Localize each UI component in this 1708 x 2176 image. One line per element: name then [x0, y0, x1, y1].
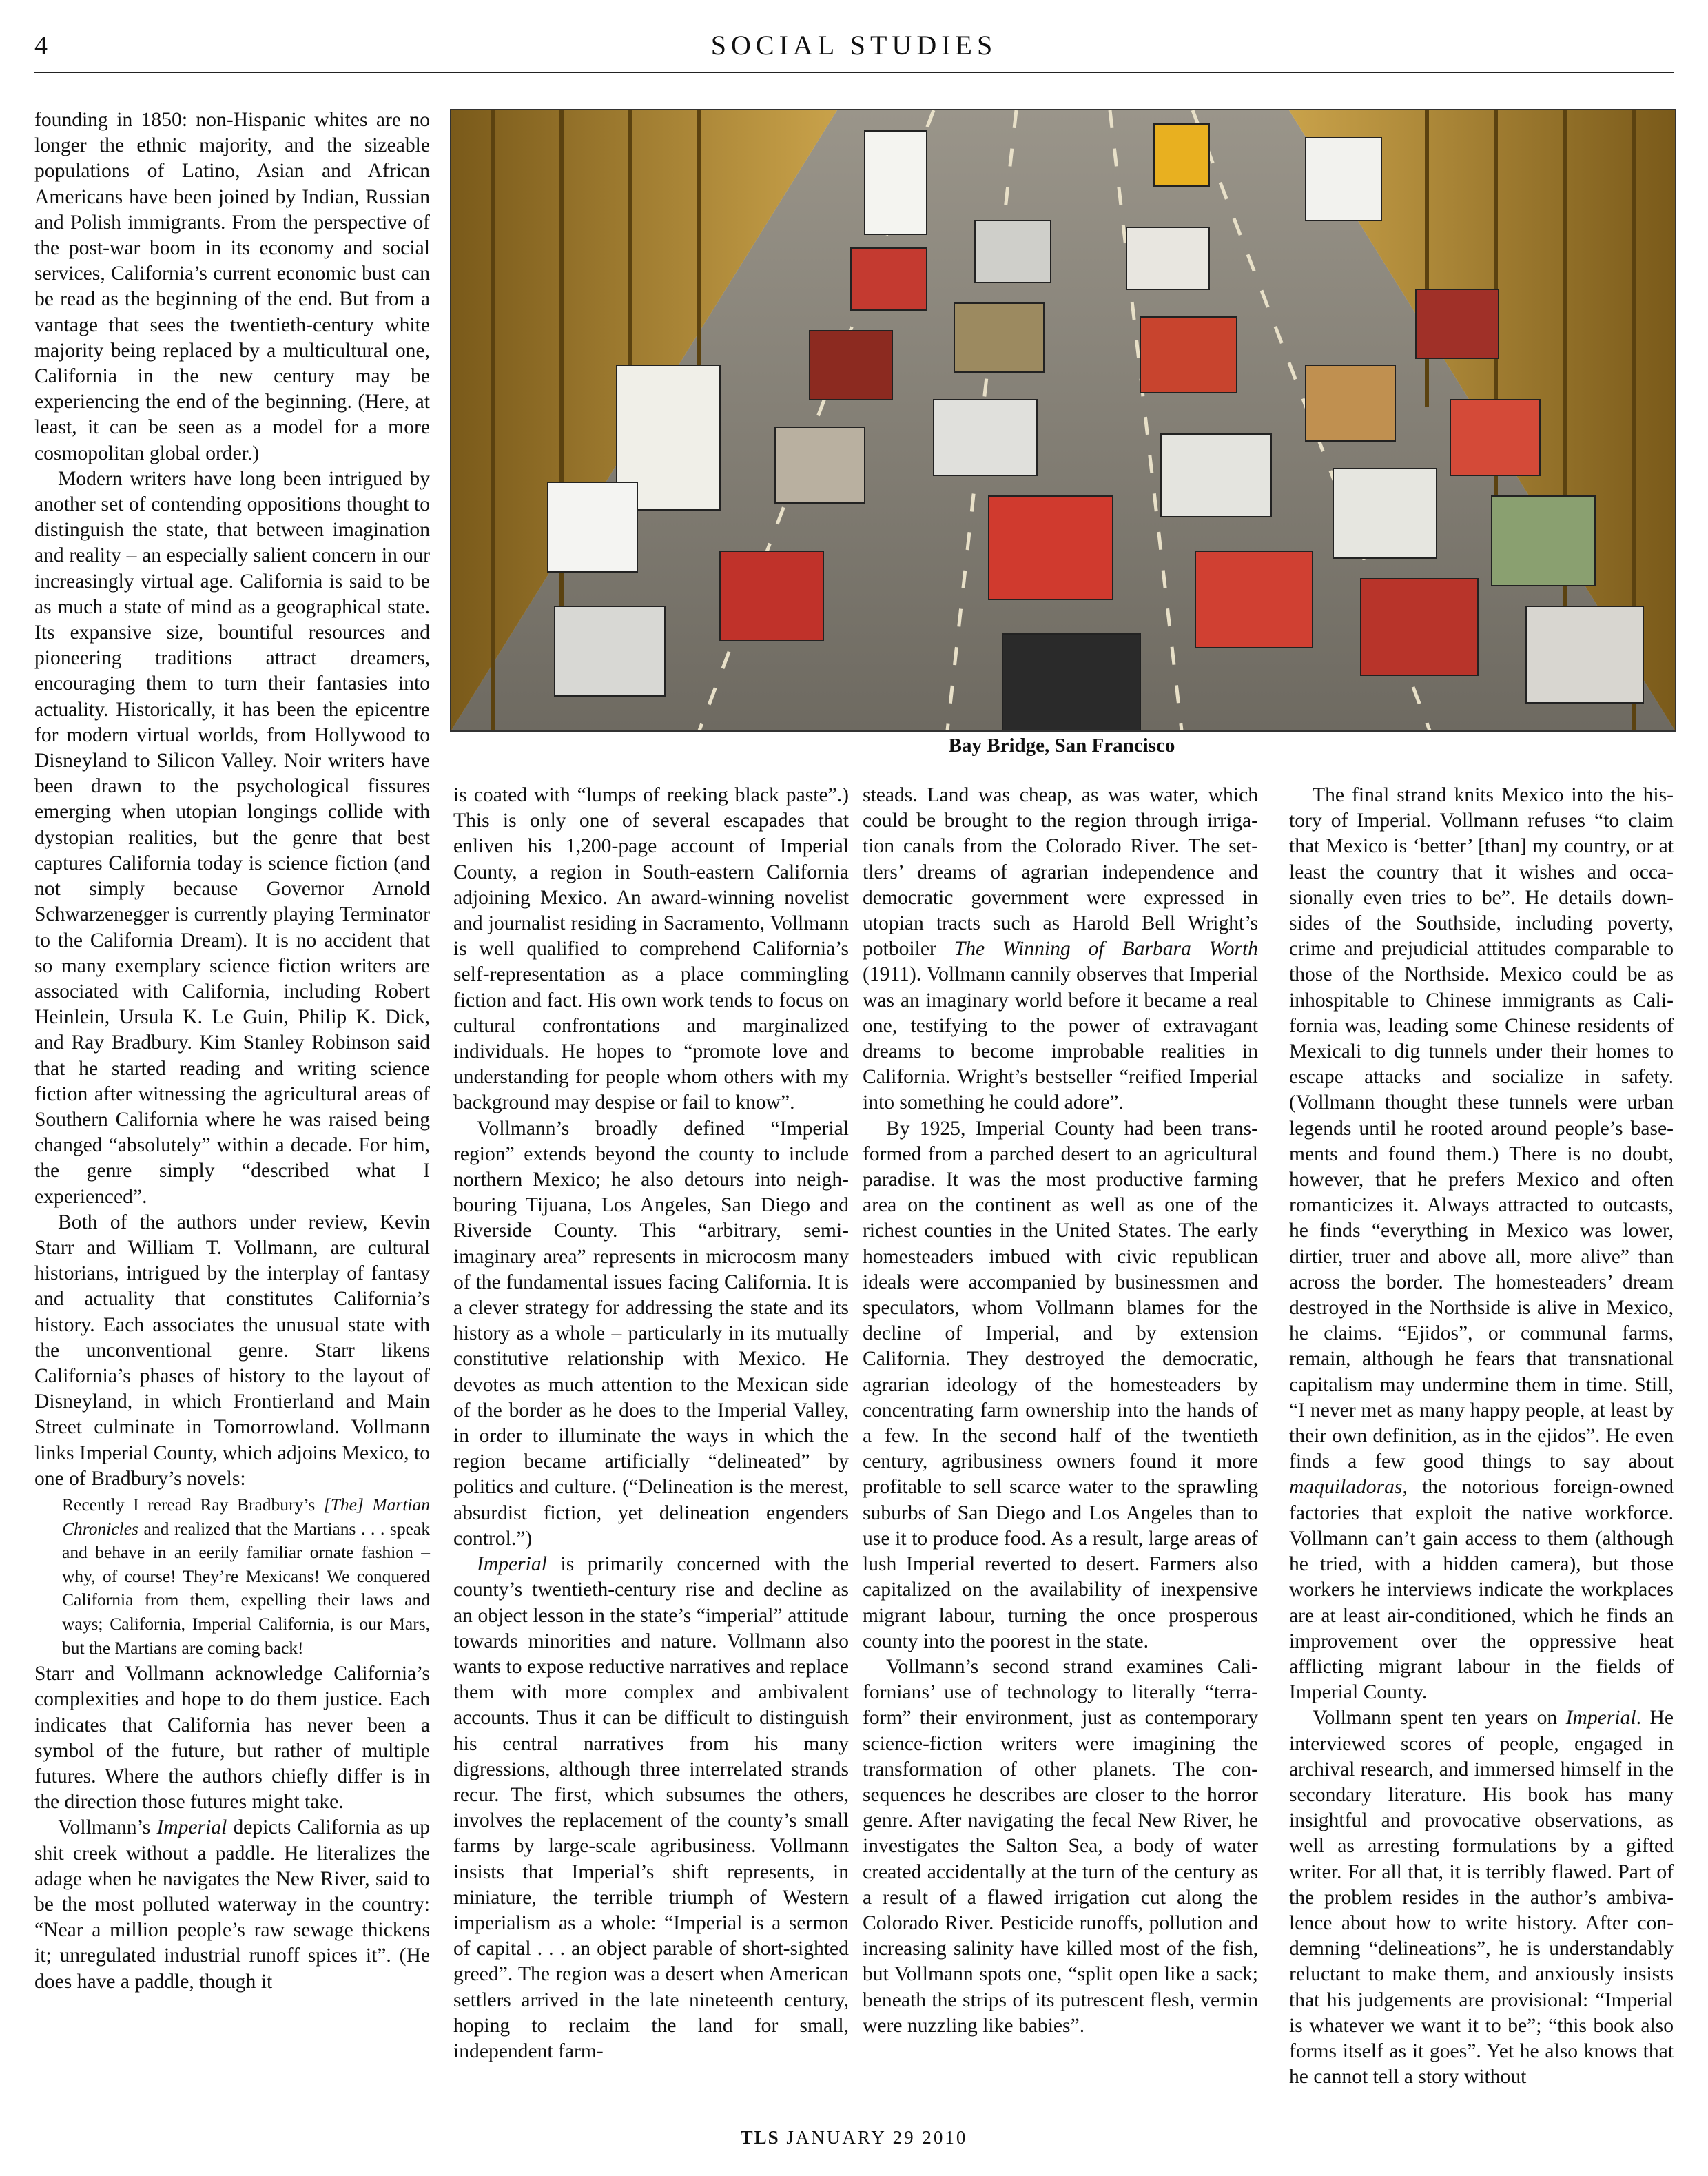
text-run: (1911). Vollmann cannily observes that Imperial was an imaginary world before it became a real one, testifying to the power of extravagant dreams to become improbable realities in California. Wright’s bestseller “reified Imperial into something he could adore”. [863, 963, 1258, 1114]
paragraph: Vollmann’s broadly defined “Imperial region” extends beyond the county to include northern Mexico; he also detours into neighbouring Tijuana, Los Angeles, San Diego and Riverside County. This “arbitrary, semi-imaginary area” represents in microcosm many of the fundamental issues facing California. It is a clever strategy for addressing the state and its history as a whole – particularly in its mutually constitutive relationship with Mexico. He devotes as much attention to the Mexican side of the border as he does to the Imperial Valley, in order to illuminate the ways in which the region became artificially “delineated” by politics and culture. (“Delineation is the merest, absurdist fiction, yet delineation engenders control.”) [453, 1117, 849, 1550]
paragraph [1289, 783, 1674, 1705]
traffic-illustration [451, 110, 1675, 730]
book-title: [The] Martian Chronicles [62, 1494, 430, 1539]
quote-text: and realized that the Martians . . . speak and behave in an eerily familiar ornate fashion – why, of course! They’re Mexicans! We conquered California from them, expelling their laws and ways; California, Imperial California, is our Mars, but the Martians are coming back! [62, 1518, 430, 1658]
text-run: steads. Land was cheap, as was water, which could be brought to the region through irrigation canals from the Colorado River. The settlers’ dreams of agrarian independence and democratic government were expressed in utopian tracts such as Harold Bell Wright’s potboiler [863, 784, 1258, 961]
text-run: Vollmann’s [58, 1816, 157, 1839]
book-title: Imperial [156, 1816, 227, 1839]
paragraph: By 1925, Imperial County had been transformed from a parched desert to an agricultural paradise. It was the most productive farming area on the continent as well as one of the richest counties in the United States. The early homesteaders imbued with civic republican ideals were accompanied by businessmen and speculators, whom Vollmann blames for the decline of Imperial, and by extension California. They destroyed the democratic, agrarian ideology of the homesteaders by concentrating farm ownership into the hands of a few. In the second half of the twentieth century, agribusiness owners found it more profitable to sell scarce water to the sprawling suburbs of San Diego and Los Angeles than to use it to produce food. As a result, large areas of lush Imperial reverted to desert. Farmers also capitalized on the availability of inexpensive migrant labour, turning the once prosperous county into the poorest in the state. [863, 1117, 1258, 1652]
column-1 [34, 107, 430, 1995]
page-number: 4 [34, 31, 48, 60]
issue-date: JANUARY 29 2010 [786, 2127, 968, 2148]
header-rule [34, 72, 1674, 73]
column-4 [1289, 783, 1674, 2090]
text-run: , the notorious foreign-owned factories that exploit the native workforce. Vollmann can’t gain access to them (although he tried, with a hidden camera), but those workers he interviews indicate the workplaces are at least air-conditioned, which he finds an improvement over the oppressive heat afflicting migrant labour in the fields of Imperial County. [1289, 1476, 1674, 1704]
paragraph [34, 1815, 430, 1994]
book-title: Imperial [477, 1553, 547, 1576]
block-quote [62, 1493, 430, 1660]
paragraph: Both of the authors under review, Kevin Starr and William T. Vollmann, are cultural historians, intrigued by the interplay of fantasy and actuality that constitutes California’s history. Each associates the unusual state with the unconventional genre. Starr likens California’s phases of history to the layout of Disneyland, in which Frontierland and Main Street culminate in Tomorrowland. Vollmann links Imperial County, which adjoins Mexico, to one of Bradbury’s novels: [34, 1211, 430, 1490]
text-run: . He interviewed scores of people, engaged in archival research, and immersed himself in the secondary literature. His book has many insightful and provocative observations, as well as arresting formulations by a gifted writer. For all that, it is terribly flawed. Part of the problem resides in the author’s ambivalence about how to write history. After condemning “delineations”, he is understandably reluctant to make them, and anxiously insists that his judgements are provisional: “Imperial is whatever we want it to be”; “this book also forms itself as it goes”. Yet he also knows that he cannot tell a story without [1289, 1707, 1674, 2088]
paragraph: Starr and Vollmann acknowledge California’s complexities and hope to do them justice. Each indicates that California has never been a symbol of the future, but rather of multiple futures. Where the authors chiefly differ is in the direction those futures might take. [34, 1663, 430, 1814]
italic-term: maquiladoras [1289, 1476, 1403, 1499]
bay-bridge-photo [450, 109, 1676, 732]
book-title: Imperial [1565, 1707, 1636, 1729]
section-title: SOCIAL STUDIES [710, 30, 998, 61]
column-2 [453, 783, 849, 2064]
page-footer [0, 2127, 1708, 2148]
paragraph [1289, 1705, 1674, 2090]
text-run: Vollmann spent ten years on [1313, 1707, 1566, 1729]
text-run: The final strand knits Mexico into the history of Imperial. Vollmann refuses “to claim that Mexico is ‘better’ [than] my country, or at least the country that it wishes and occasionally even tries to be”. He details downsides of the Southside, including poverty, crime and prejudicial attitudes comparable to those of the Northside. Mexico could be as inhospitable to Chinese immigrants as California was, leading some Chinese residents of Mexicali to dig tunnels under their homes to escape attacks and socialize in safety. (Vollmann thought these tunnels were urban legends until he rooted around people’s basements and found them.) There is no doubt, however, that he prefers Mexico and often romanticizes it. Always attracted to outcasts, he finds “everything in Mexico was lower, dirtier, truer and above all, more alive” than across the border. The homesteaders’ dream destroyed in the Northside is alive in Mexico, he claims. “Ejidos”, or communal farms, remain, although he fears that transnational capitalism may undermine them in time. Still, “I never met as many happy people, at least by their own definition, as in the ejidos”. He even finds a few good things to say about [1289, 784, 1674, 1473]
book-title: The Winning of Barbara Worth [954, 938, 1258, 961]
publication-name: TLS [740, 2127, 780, 2148]
photo-caption: Bay Bridge, San Francisco [948, 735, 1175, 757]
quote-text: Recently I reread Ray Bradbury’s [62, 1494, 324, 1515]
paragraph: founding in 1850: non-Hispanic whites are no longer the ethnic majority, and the sizeable populations of Latino, Asian and African Americans have been joined by Indian, Russian and Polish immigrants. From the perspective of the post-war boom in its economy and social services, California’s current economic bust can be read as the beginning of the end. But from a vantage that sees the twentieth-century white majority being replaced by a multicultural one, California in the new century may be experiencing the end of the beginning. (Here, at least, it can be seen as a model for a more cosmopolitan global order.) [34, 109, 430, 464]
paragraph [453, 1552, 849, 2064]
text-run: is primarily concerned with the county’s twentieth-century rise and decline as an object lesson in the state’s “imperial” attitude towards minorities and nature. Vollmann also wants to expose reductive narratives and replace them with more complex and ambivalent accounts. Thus it can be difficult to distinguish his central narratives from his many digressions, although three interrelated strands recur. The first, which subsumes the others, involves the replacement of the county’s small farms by large-scale agribusiness. Vollmann insists that Imperial’s shift represents, in miniature, the terrible triumph of Western imperialism as a whole: “Imperial is a sermon of capital . . . an object parable of short-sighted greed”. The region was a desert when American settlers arrived in the late nineteenth century, hoping to reclaim the land for small, independent farm- [453, 1553, 849, 2062]
paragraph: is coated with “lumps of reeking black paste”.) This is only one of several escapades that enliven his 1,200-page account of Imperial County, a region in South-eastern California adjoining Mexico. An award-winning novelist and journalist residing in Sacramento, Vollmann is well qualified to comprehend California’s self-representation as a place commingling fiction and fact. His own work tends to focus on cultural confrontations and marginalized individuals. He hopes to “promote love and understanding for people whom others with my background may despise or fail to know”. [453, 784, 849, 1114]
paragraph: Modern writers have long been intrigued by another set of contending oppositions thought to distinguish the state, that between imagination and reality – an especially salient concern in our increasingly virtual age. California is said to be as much a state of mind as a geographical state. Its expansive size, bountiful resources and pioneering traditions attract dreamers, encouraging them to turn their fantasies into actuality. Historically, it has been the epicentre for modern virtual worlds, from Hollywood to Disneyland to Silicon Valley. Noir writers have been drawn to the psychological fissures emerging when utopian longings collide with dystopian realities, but the genre that best captures California today is science fiction (and not simply because Governor Arnold Schwarzenegger is currently playing Terminator to the California Dream). It is no accident that so many exemplary science fiction writers are associated with California, including Robert Heinlein, Ursula K. Le Guin, Philip K. Dick, and Ray Bradbury. Kim Stanley Robinson said that he started reading and writing science fiction after witnessing the agricultural areas of Southern California where he was raised being changed “absolutely” within a decade. For him, the genre simply “described what I experienced”. [34, 467, 430, 1208]
paragraph: Vollmann’s second strand examines Californians’ use of technology to literally “terraform” their environment, just as contemporary science-fiction writers were imagining the transformation of other planets. The consequences he describes are closer to the horror genre. After navigating the fecal New River, he investigates the Salton Sea, a body of water created accidentally at the turn of the century as a result of a flawed irrigation cut along the Colorado River. Pesticide runoffs, pollution and increasing salinity have killed most of the fish, but Vollmann spots one, “split open like a sack; beneath the strips of its putrescent flesh, vermin were nuzzling like babies”. [863, 1655, 1258, 2037]
text-run: depicts California as up shit creek without a paddle. He literalizes the adage when he navigates the New River, said to be the most polluted waterway in the country: “Near a million people’s raw sewage thickens it; unregulated industrial runoff spices it”. (He does have a paddle, though it [34, 1816, 430, 1993]
paragraph [863, 783, 1258, 1116]
column-3 [863, 783, 1258, 2039]
